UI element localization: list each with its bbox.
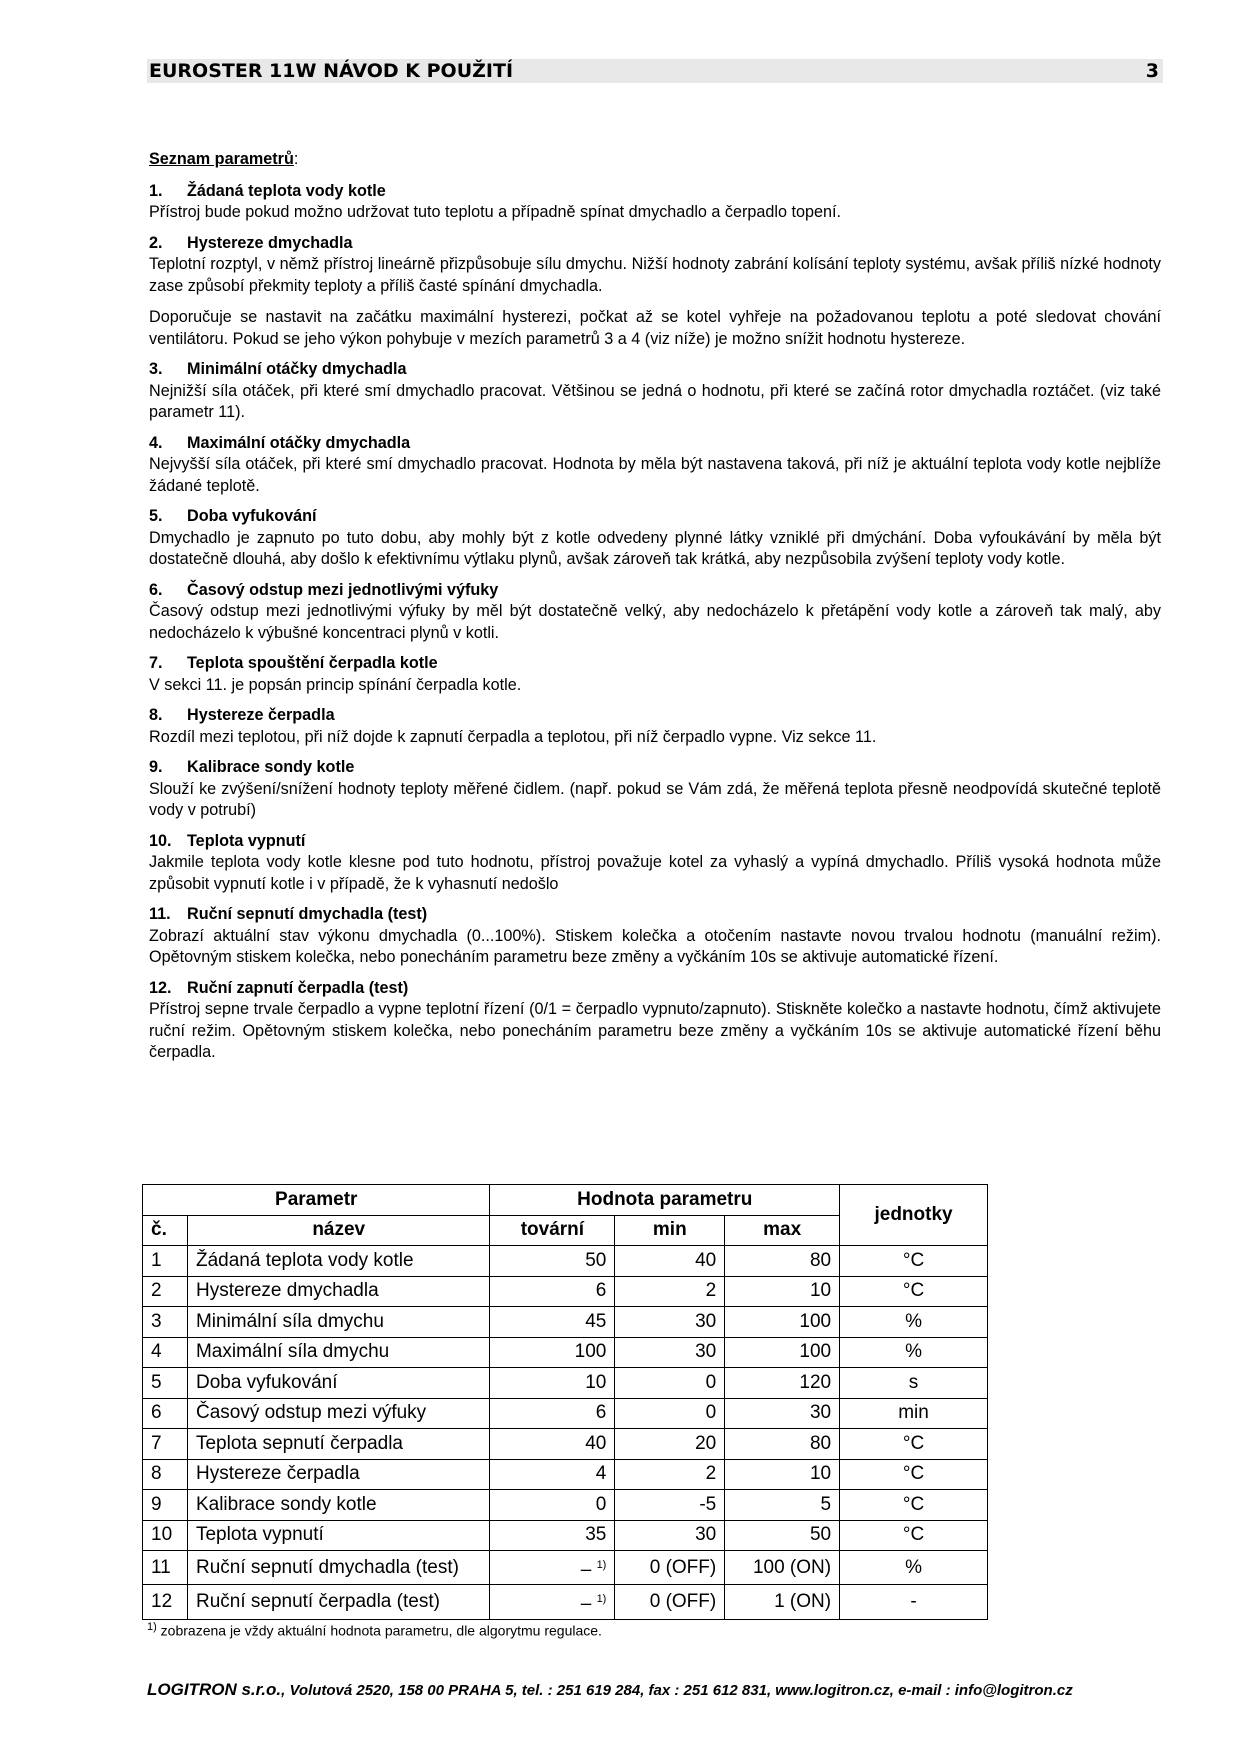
name-cell: Ruční sepnutí čerpadla (test) [187,1585,490,1619]
section-heading: 10. Teplota vypnutí [149,831,306,850]
section-text: Rozdíl mezi teplotou, při níž dojde k zapnutí čerpadla a teplotou, při níž čerpadlo vypne. Viz sekce 11. [149,727,877,746]
section-text: Přístroj bude pokud možno udržovat tuto teplotu a případně spínat dmychadlo a čerpadlo topení. [149,203,842,221]
section-heading: 7. Teplota spouštění čerpadla kotle [149,654,438,672]
section-text: Nejvyšší síla otáček, při které smí dmychadlo pracovat. Hodnota by měla být nastavena taková, při níž je aktuální teplota vody kotle nejblíže žádané teplotě. [149,455,1161,495]
section [149,705,1161,748]
name-cell: Hystereze dmychadla [187,1276,490,1307]
section-heading: 9. Kalibrace sondy kotle [149,758,355,776]
th-factory: tovární [490,1215,615,1246]
unit-cell: °C [840,1246,988,1277]
factory-cell: 45 [490,1307,615,1338]
th-name: název [187,1215,490,1246]
name-cell: Ruční sepnutí dmychadla (test) [187,1551,490,1585]
table-row [143,1276,988,1307]
section-text: Jakmile teplota vody kotle klesne pod tuto hodnotu, přístroj považuje kotel za vyhaslý a vypíná dmychadlo. Příliš vysoká hodnota může způsobit vypnutí kotle i v případě, že k vyhasnutí nedošlo [149,853,1161,893]
unit-cell: °C [840,1490,988,1521]
min-cell: 2 [615,1459,725,1490]
max-cell: 100 [725,1337,840,1368]
sections [149,181,1161,1064]
table-row [143,1368,988,1399]
page-header [147,59,1163,83]
table-row [143,1246,988,1277]
name-cell: Kalibrace sondy kotle [187,1490,490,1521]
factory-cell: 6 [490,1276,615,1307]
section [149,653,1161,696]
max-cell: 80 [725,1246,840,1277]
num-cell: 12 [143,1585,188,1619]
unit-cell: % [840,1551,988,1585]
table-row [143,1429,988,1460]
section-heading: 8. Hystereze čerpadla [149,706,335,724]
page-footer [147,1680,1073,1700]
table-row [143,1307,988,1338]
min-cell: 30 [615,1337,725,1368]
factory-cell: 4 [490,1459,615,1490]
section-text: Nejnižší síla otáček, při které smí dmychadlo pracovat. Většinou se jedná o hodnotu, při které se začíná rotor dmychadla roztáčet. (viz také parametr 11). [149,381,1161,421]
section [149,831,1161,896]
factory-cell: 6 [490,1398,615,1429]
num-cell: 9 [143,1490,188,1521]
unit-cell: - [840,1585,988,1619]
table-row [143,1551,988,1585]
name-cell: Doba vyfukování [187,1368,490,1399]
min-cell: 0 [615,1368,725,1399]
name-cell: Minimální síla dmychu [187,1307,490,1338]
num-cell: 6 [143,1398,188,1429]
document-title: EUROSTER 11W NÁVOD K POUŽITÍ [149,60,514,82]
min-cell: 2 [615,1276,725,1307]
section-text: Doporučuje se nastavit na začátku maximální hysterezi, počkat až se kotel vyhřeje na požadovanou teplotu a poté sledovat chování ventilátoru. Pokud se jeho výkon pohybuje v mezích parametrů 3 a 4 (viz níže) je možno snížit hodnotu hystereze. [149,308,1161,348]
section-heading: 11. Ruční sepnutí dmychadla (test) [149,905,428,923]
section [149,181,1161,224]
parameter-list [149,149,1161,1073]
num-cell: 8 [143,1459,188,1490]
table-row [143,1459,988,1490]
th-max: max [725,1215,840,1246]
unit-cell: °C [840,1520,988,1551]
table-row [143,1520,988,1551]
max-cell: 100 [725,1307,840,1338]
num-cell: 2 [143,1276,188,1307]
max-cell: 80 [725,1429,840,1460]
section [149,359,1161,424]
factory-cell: – $^{1)}$ [490,1585,615,1619]
section-text: Časový odstup mezi jednotlivými výfuky by měl být dostatečně velký, aby nedocházelo k přetápění vody kotle a zároveň tak malý, aby nedocházelo k výbušné koncentraci plynů v kotli. [149,602,1161,642]
name-cell: Hystereze čerpadla [187,1459,490,1490]
section-heading: 5. Doba vyfukování [149,507,317,525]
section-heading: 12. Ruční zapnutí čerpadla (test) [149,978,409,997]
num-cell: 5 [143,1368,188,1399]
section-text: Přístroj sepne trvale čerpadlo a vypne teplotní řízení (0/1 = čerpadlo vypnuto/zapnuto). Stiskněte kolečko a nastavte hodnotu, čímž aktivujete ruční režim. Opětovným stiskem kolečka, nebo ponecháním parametru beze změny a vyčkáním 10s se aktivuje automatické řízení běhu čerpadla. [149,1000,1161,1061]
section [149,433,1161,498]
name-cell: Teplota sepnutí čerpadla [187,1429,490,1460]
factory-cell: 10 [490,1368,615,1399]
list-title: Seznam parametrů: [149,150,299,168]
section [149,978,1161,1064]
name-cell: Žádaná teplota vody kotle [187,1246,490,1277]
name-cell: Časový odstup mezi výfuky [187,1398,490,1429]
min-cell: 30 [615,1520,725,1551]
section-text: Dmychadlo je zapnuto po tuto dobu, aby mohly být z kotle odvedeny plynné látky vzniklé při dmýchání. Doba vyfoukávání by měla být dostatečně dlouhá, aby došlo k efektivnímu výtlaku plynů, avšak zároveň tak krátká, aby nezpůsobila zvýšení teploty vody kotle. [149,528,1161,568]
section-heading: 2. Hystereze dmychadla [149,233,353,252]
num-cell: 10 [143,1520,188,1551]
name-cell: Teplota vypnutí [187,1520,490,1551]
min-cell: 0 (OFF) [615,1551,725,1585]
th-parameter: Parametr [143,1185,490,1216]
unit-cell: °C [840,1459,988,1490]
min-cell: 20 [615,1429,725,1460]
th-value: Hodnota parametru [490,1185,840,1216]
max-cell: 100 (ON) [725,1551,840,1585]
factory-cell: 50 [490,1246,615,1277]
parameter-table [142,1184,988,1620]
company-name: LOGITRON s.r.o. [147,1680,282,1699]
max-cell: 5 [725,1490,840,1521]
th-unit: jednotky [840,1185,988,1246]
max-cell: 10 [725,1459,840,1490]
table-row [143,1398,988,1429]
num-cell: 11 [143,1551,188,1585]
section-heading: 6. Časový odstup mezi jednotlivými výfuky [149,580,499,599]
section-text: Slouží ke zvýšení/snížení hodnoty teploty měřené čidlem. (např. pokud se Vám zdá, že měřená teplota přesně neodpovídá skutečné teplotě vody v potrubí) [149,779,1161,819]
section-text: Zobrazí aktuální stav výkonu dmychadla (0...100%). Stiskem kolečka a otočením nastavte novou trvalou hodnotu (manuální režim). Opětovným stiskem kolečka, nebo ponecháním parametru beze změny a vyčkáním 10s se aktivuje automatické řízení. [149,926,1161,966]
max-cell: 30 [725,1398,840,1429]
unit-cell: °C [840,1429,988,1460]
table-row [143,1585,988,1619]
num-cell: 4 [143,1337,188,1368]
section [149,904,1161,969]
num-cell: 3 [143,1307,188,1338]
num-cell: 1 [143,1246,188,1277]
section [149,580,1161,645]
name-cell: Maximální síla dmychu [187,1337,490,1368]
company-address: , Volutová 2520, 158 00 PRAHA 5, tel. : 251 619 284, fax : 251 612 831, www.logitron.cz, e-mail : info@logitron.cz [281,1682,1073,1699]
factory-cell: 100 [490,1337,615,1368]
min-cell: 40 [615,1246,725,1277]
unit-cell: % [840,1337,988,1368]
num-cell: 7 [143,1429,188,1460]
footnote: $^{1)}$ zobrazena je vždy aktuální hodnota parametru, dle algorytmu regulace. [147,1621,602,1639]
section-heading: 4. Maximální otáčky dmychadla [149,433,411,452]
min-cell: 0 (OFF) [615,1585,725,1619]
factory-cell: – $^{1)}$ [490,1551,615,1585]
factory-cell: 0 [490,1490,615,1521]
table-row [143,1337,988,1368]
unit-cell: min [840,1398,988,1429]
unit-cell: % [840,1307,988,1338]
section-heading: 1. Žádaná teplota vody kotle [149,181,386,200]
section [149,233,1161,351]
max-cell: 10 [725,1276,840,1307]
section [149,506,1161,571]
max-cell: 120 [725,1368,840,1399]
section-text: V sekci 11. je popsán princip spínání čerpadla kotle. [149,675,522,694]
unit-cell: °C [840,1276,988,1307]
th-min: min [615,1215,725,1246]
factory-cell: 40 [490,1429,615,1460]
table-row [143,1490,988,1521]
factory-cell: 35 [490,1520,615,1551]
max-cell: 50 [725,1520,840,1551]
max-cell: 1 (ON) [725,1585,840,1619]
min-cell: 30 [615,1307,725,1338]
section-heading: 3. Minimální otáčky dmychadla [149,360,407,378]
page-number: 3 [1145,60,1159,82]
unit-cell: s [840,1368,988,1399]
min-cell: 0 [615,1398,725,1429]
th-num: č. [143,1215,188,1246]
section [149,757,1161,822]
section-text: Teplotní rozptyl, v němž přístroj lineárně přizpůsobuje sílu dmychu. Nižší hodnoty zabrání kolísání teploty systému, avšak příliš nízké hodnoty zase způsobí překmity teploty a příliš časté spínání dmychadla. [149,255,1161,295]
min-cell: -5 [615,1490,725,1521]
